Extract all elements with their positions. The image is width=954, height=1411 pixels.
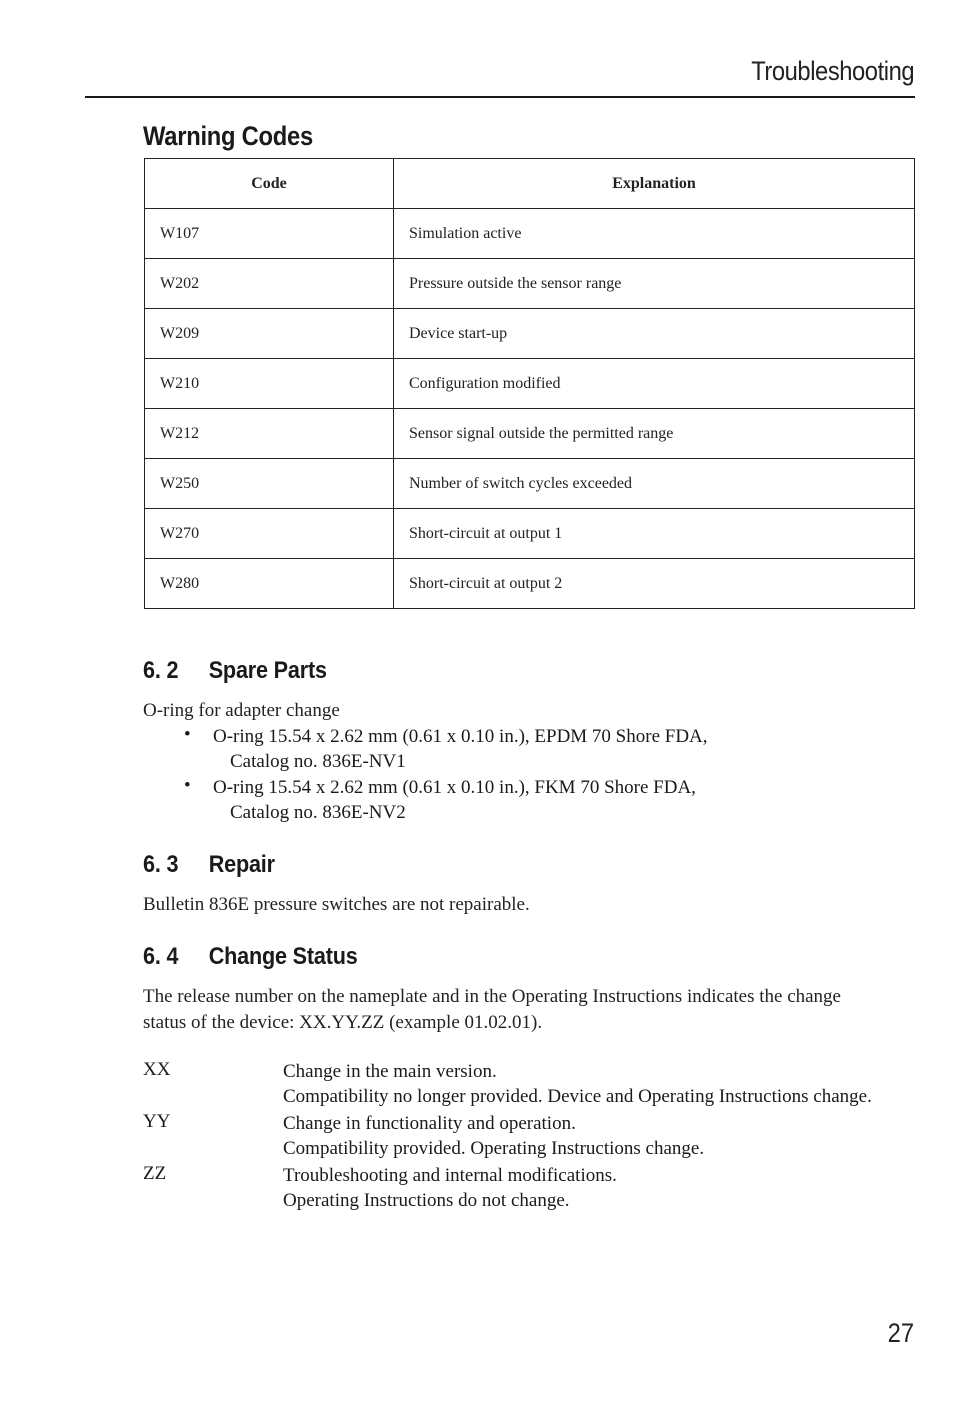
section-title: Repair bbox=[208, 851, 275, 878]
status-line: Troubleshooting and internal modifications. bbox=[283, 1165, 617, 1186]
status-description bbox=[283, 1111, 704, 1161]
list-item-catalog: Catalog no. 836E-NV1 bbox=[230, 751, 406, 772]
explanation-cell: Device start-up bbox=[394, 309, 915, 359]
code-cell: W209 bbox=[145, 309, 394, 359]
section-number: 6. 2 bbox=[143, 657, 179, 684]
warning-codes-table bbox=[144, 158, 915, 609]
table-row bbox=[145, 559, 915, 609]
column-header-explanation: Explanation bbox=[394, 159, 915, 209]
table-row bbox=[145, 309, 915, 359]
status-line: Operating Instructions do not change. bbox=[283, 1190, 570, 1211]
explanation-cell: Pressure outside the sensor range bbox=[394, 259, 915, 309]
section-heading-repair bbox=[143, 851, 275, 879]
spare-parts-intro: O-ring for adapter change bbox=[143, 700, 340, 721]
code-cell: W270 bbox=[145, 509, 394, 559]
section-heading-change-status bbox=[143, 943, 358, 971]
explanation-cell: Short-circuit at output 2 bbox=[394, 559, 915, 609]
explanation-cell: Sensor signal outside the permitted range bbox=[394, 409, 915, 459]
intro-line: status of the device: XX.YY.ZZ (example 01.02.01). bbox=[143, 1012, 543, 1033]
running-header-title: Troubleshooting bbox=[751, 56, 914, 86]
explanation-cell: Number of switch cycles exceeded bbox=[394, 459, 915, 509]
warning-codes-heading: Warning Codes bbox=[143, 121, 313, 151]
code-cell: W107 bbox=[145, 209, 394, 259]
status-key: XX bbox=[143, 1059, 171, 1080]
section-title: Change Status bbox=[208, 943, 358, 970]
table-row bbox=[145, 259, 915, 309]
bullet-marker: • bbox=[184, 775, 191, 796]
list-item-catalog: Catalog no. 836E-NV2 bbox=[230, 802, 406, 823]
status-line: Compatibility provided. Operating Instructions change. bbox=[283, 1138, 705, 1159]
change-status-intro bbox=[143, 984, 841, 1036]
section-title: Spare Parts bbox=[208, 657, 327, 684]
table-header-row bbox=[145, 159, 915, 209]
table-row bbox=[145, 209, 915, 259]
status-description bbox=[283, 1059, 872, 1109]
code-cell: W210 bbox=[145, 359, 394, 409]
explanation-cell: Simulation active bbox=[394, 209, 915, 259]
section-number: 6. 3 bbox=[143, 851, 179, 878]
header-rule bbox=[85, 96, 915, 98]
section-number: 6. 4 bbox=[143, 943, 179, 970]
explanation-cell: Configuration modified bbox=[394, 359, 915, 409]
table-row bbox=[145, 459, 915, 509]
code-cell: W280 bbox=[145, 559, 394, 609]
list-item-line: O-ring 15.54 x 2.62 mm (0.61 x 0.10 in.), EPDM 70 Shore FDA, bbox=[213, 726, 708, 747]
code-cell: W212 bbox=[145, 409, 394, 459]
table-row bbox=[145, 509, 915, 559]
status-key: YY bbox=[143, 1111, 171, 1132]
status-description bbox=[283, 1163, 617, 1213]
status-key: ZZ bbox=[143, 1163, 167, 1184]
table-row bbox=[145, 359, 915, 409]
list-item bbox=[213, 775, 696, 825]
bullet-marker: • bbox=[184, 724, 191, 745]
code-cell: W202 bbox=[145, 259, 394, 309]
table-row bbox=[145, 409, 915, 459]
page-number: 27 bbox=[887, 1318, 914, 1348]
status-line: Change in functionality and operation. bbox=[283, 1113, 576, 1134]
status-line: Change in the main version. bbox=[283, 1061, 497, 1082]
intro-line: The release number on the nameplate and in the Operating Instructions indicates the change bbox=[143, 986, 841, 1007]
status-line: Compatibility no longer provided. Device and Operating Instructions change. bbox=[283, 1086, 872, 1107]
code-cell: W250 bbox=[145, 459, 394, 509]
list-item-line: O-ring 15.54 x 2.62 mm (0.61 x 0.10 in.), FKM 70 Shore FDA, bbox=[213, 777, 696, 798]
column-header-code: Code bbox=[145, 159, 394, 209]
repair-text: Bulletin 836E pressure switches are not repairable. bbox=[143, 894, 530, 915]
section-heading-spare-parts bbox=[143, 657, 327, 685]
explanation-cell: Short-circuit at output 1 bbox=[394, 509, 915, 559]
list-item bbox=[213, 724, 708, 774]
